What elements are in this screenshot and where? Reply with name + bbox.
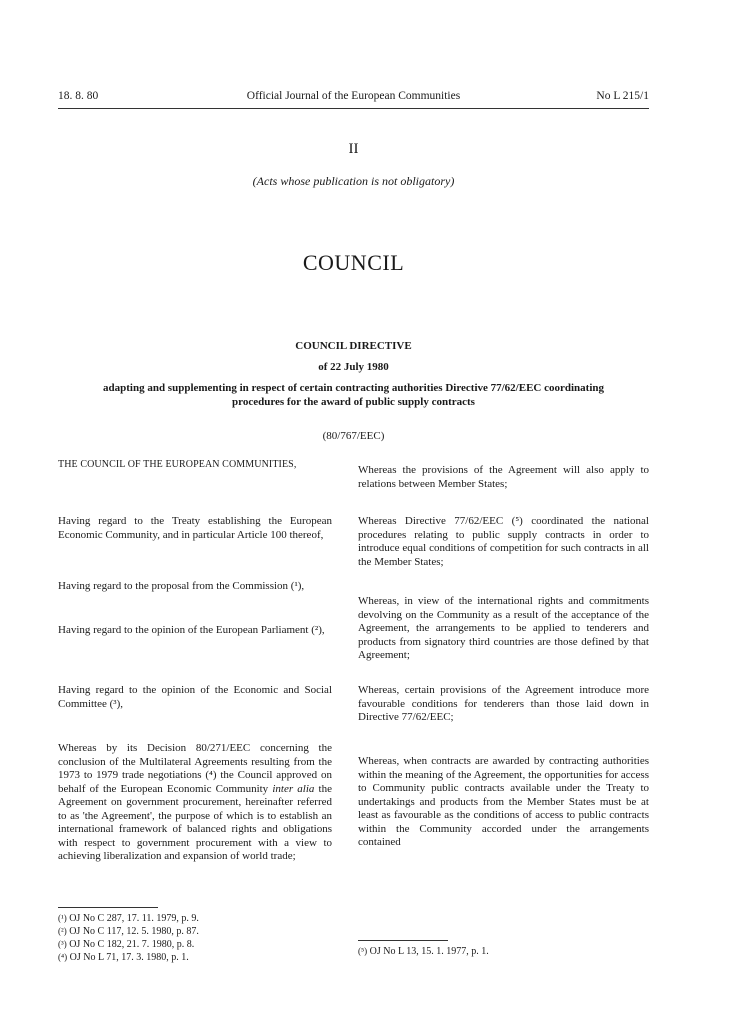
recital-decision (58, 742, 332, 864)
header-journal-title: Official Journal of the European Communities (246, 90, 461, 102)
header-date: 18. 8. 80 (58, 90, 99, 102)
footnote: (³) OJ No C 182, 21. 7. 1980, p. 8. (58, 939, 195, 950)
footnote: (¹) OJ No C 287, 17. 11. 1979, p. 9. (58, 913, 199, 924)
recital-contract-access: Whereas, when contracts are awarded by contracting authorities within the meaning of the Agreement, the opportunities for access to Community public contracts available under the Treaty to undertakings and products from the Member States must be at least as favourable as the conditions of access to public contracts within the Community accorded under the arrangements contained (358, 755, 649, 848)
recital-decision-text-a: Whereas by its Decision 80/271/EEC concerning the conclusion of the Multilateral Agreements resulting from the 1973 to 1979 trade negotiations (⁴) the Council approved on behalf of the European Economic Community (58, 742, 332, 795)
recital-esc: Having regard to the opinion of the Economic and Social Committee (³), (58, 684, 332, 710)
part-number: II (348, 141, 359, 157)
left-column (58, 458, 332, 878)
recital-relations: Whereas the provisions of the Agreement will also apply to relations between Member States; (358, 464, 649, 490)
footnote: (⁴) OJ No L 71, 17. 3. 1980, p. 1. (58, 952, 189, 963)
recital-directive-7762: Whereas Directive 77/62/EEC (⁵) coordinated the national procedures relating to public supply contracts in order to introduce equal conditions of competition for such contracts in all the Member States; (358, 515, 649, 568)
recital-decision-italic: inter alia (272, 782, 315, 795)
institution-heading: COUNCIL (302, 250, 405, 275)
recital-favourable-conditions: Whereas, certain provisions of the Agreement introduce more favourable conditions for tenderers than those laid down in Directive 77/62/EEC; (358, 684, 649, 723)
directive-subject: adapting and supplementing in respect of certain contracting authorities Directive 77/62/EEC coordinating procedures for the award of public supply contracts (103, 382, 604, 408)
part-subtitle: (Acts whose publication is not obligatory) (252, 174, 455, 188)
recital-international-rights: Whereas, in view of the international rights and commitments devolving on the Community as a result of the acceptance of the Agreement, the arrangements to be applied to tenderers and products from signatory third countries are those defined by that Agreement; (358, 595, 649, 661)
recital-decision-text-b: the Agreement on government procurement, hereinafter referred to as 'the Agreement', the purpose of which is to establish an international framework of balanced rights and obligations with respect to government procurement with a view to achieving liberalization and expansion of world trade; (58, 782, 332, 862)
header-page-number: No L 215/1 (596, 90, 649, 102)
footnote: (²) OJ No C 117, 12. 5. 1980, p. 87. (58, 926, 199, 937)
directive-date: of 22 July 1980 (318, 361, 389, 373)
recital-preamble: THE COUNCIL OF THE EUROPEAN COMMUNITIES, (58, 459, 297, 470)
footnotes-left (58, 912, 318, 964)
footnote-divider-right (358, 940, 448, 941)
directive-reference: (80/767/EEC) (322, 430, 385, 442)
page-header (58, 90, 649, 109)
footnote: (⁵) OJ No L 13, 15. 1. 1977, p. 1. (358, 946, 489, 957)
recital-parliament: Having regard to the opinion of the European Parliament (²), (58, 624, 325, 636)
footnote-divider-left (58, 907, 158, 908)
recital-commission: Having regard to the proposal from the Commission (¹), (58, 580, 305, 592)
directive-title: COUNCIL DIRECTIVE (295, 340, 412, 352)
right-column (358, 458, 649, 878)
recital-treaty: Having regard to the Treaty establishing the European Economic Community, and in particular Article 100 thereof, (58, 515, 332, 541)
footnotes-right (358, 945, 638, 958)
